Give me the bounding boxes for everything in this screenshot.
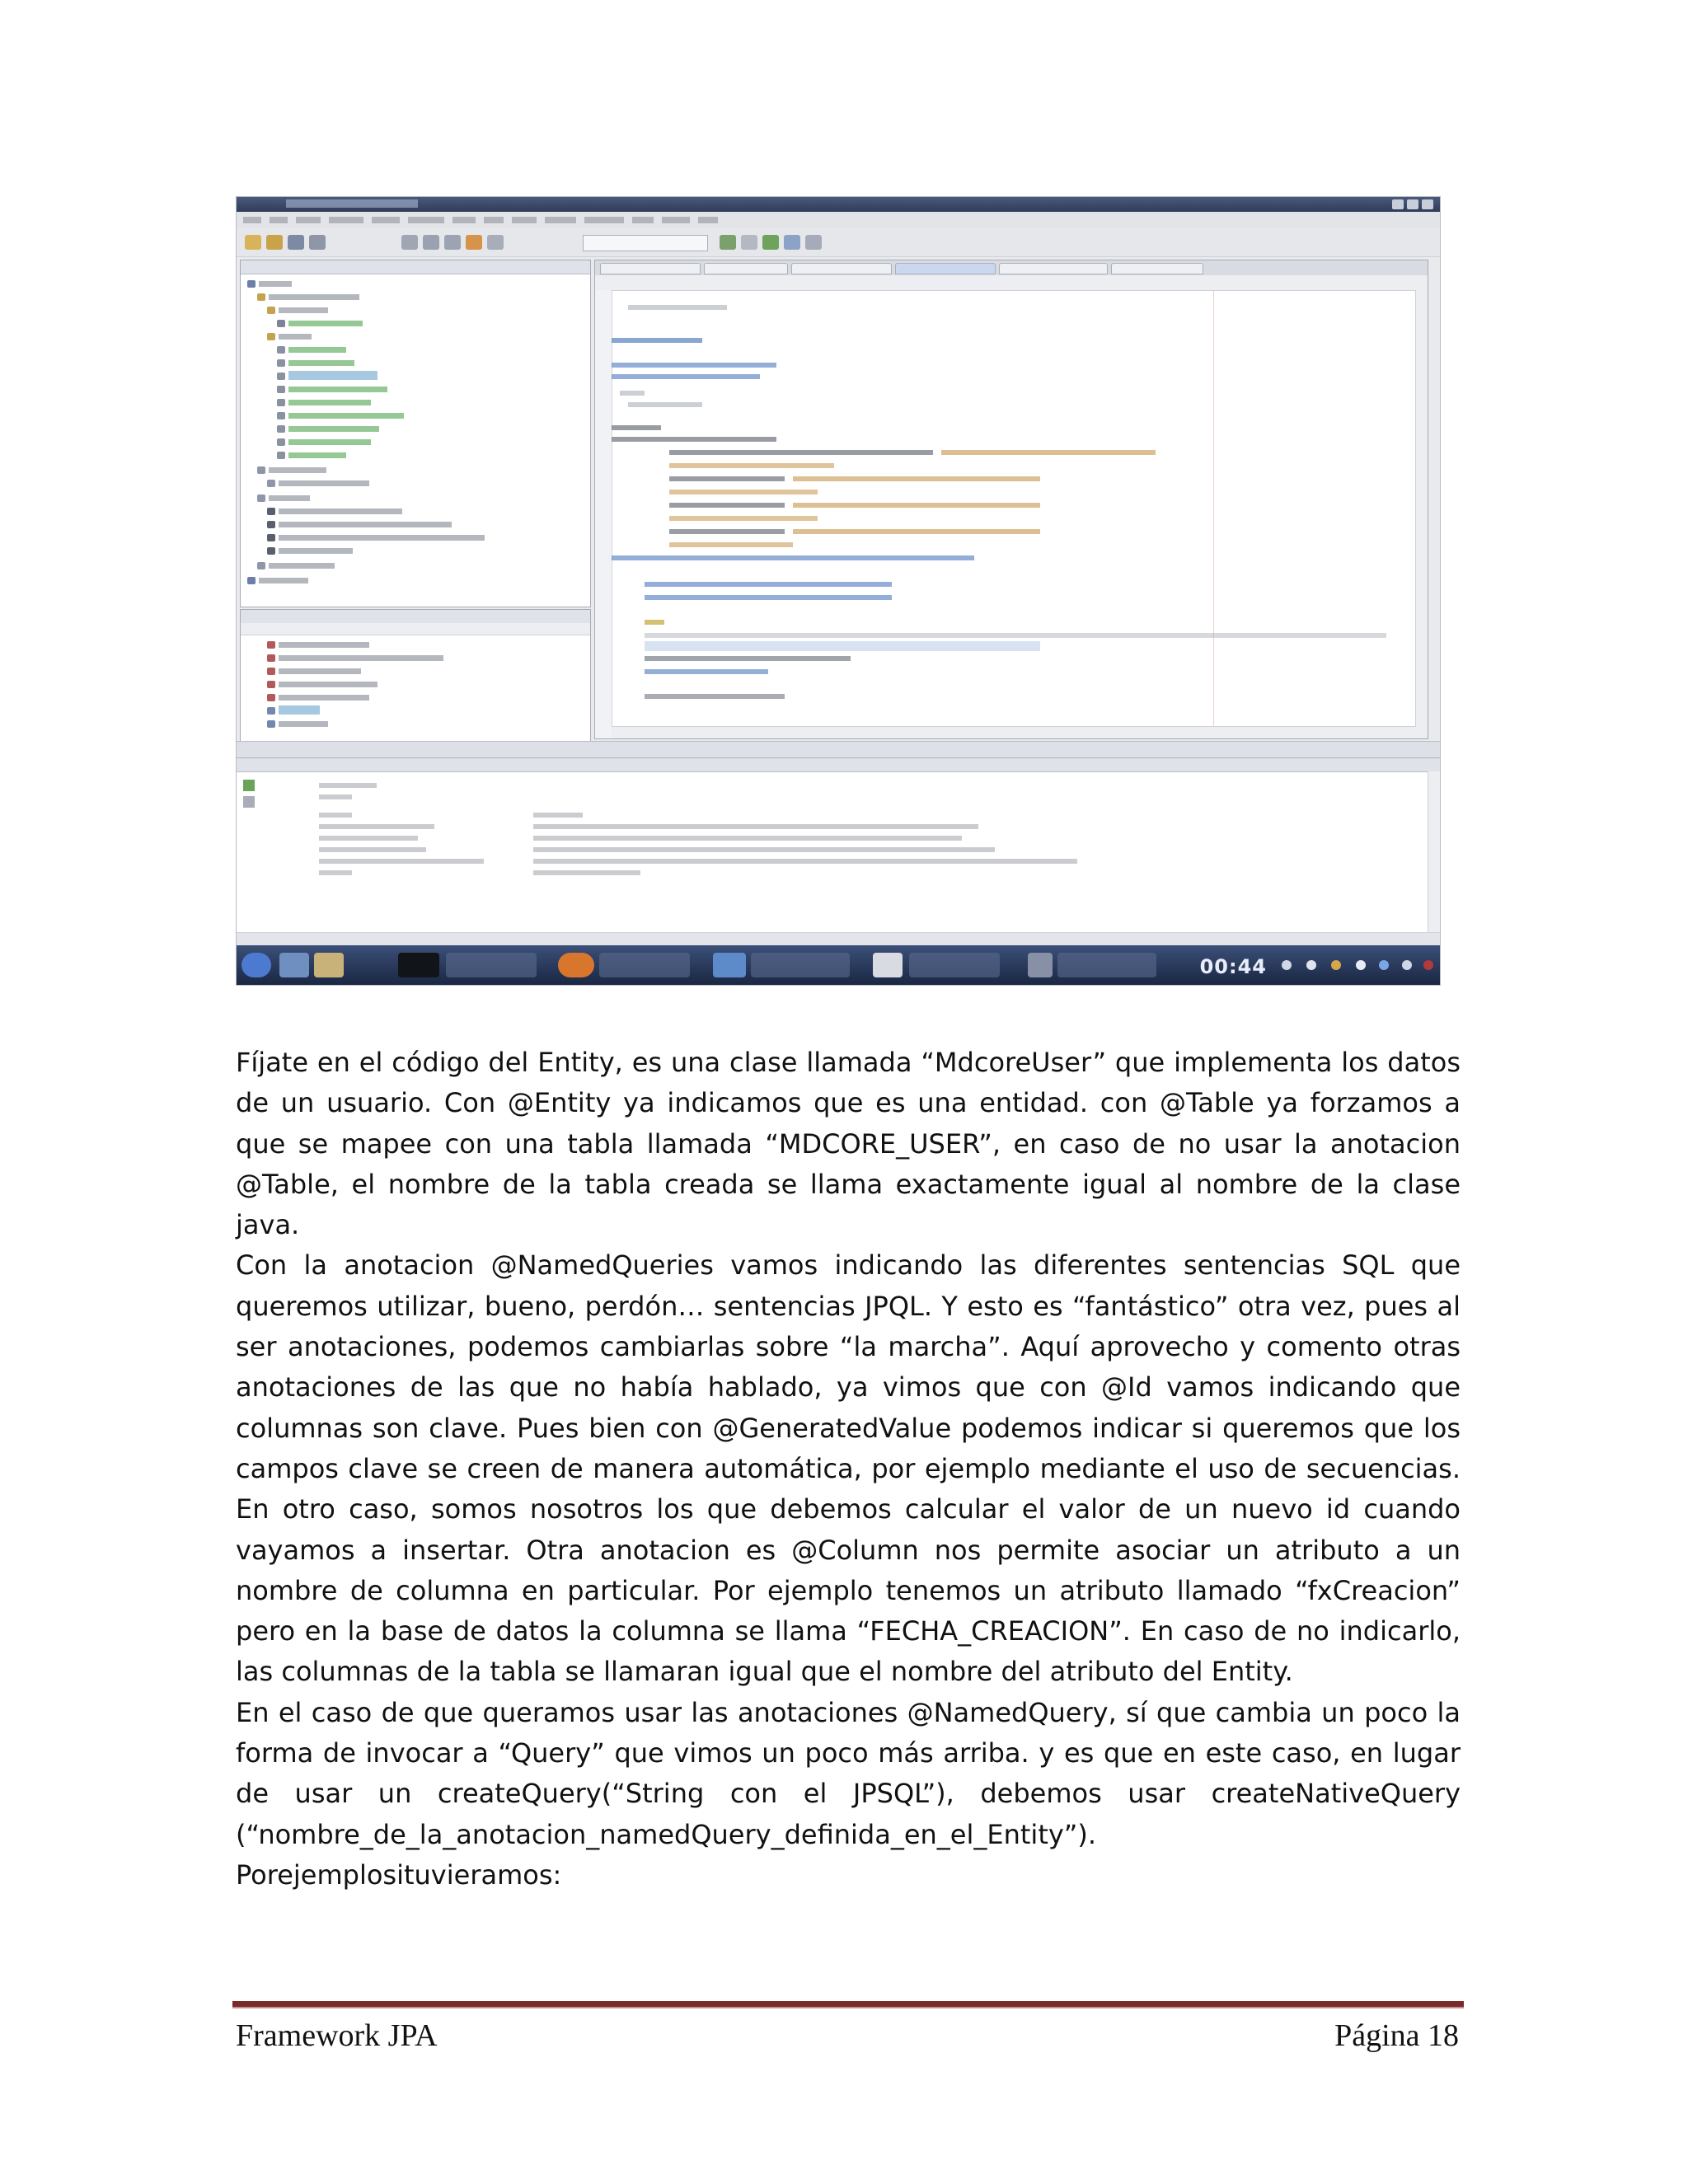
run-icon: [762, 235, 779, 250]
save-icon: [288, 235, 304, 250]
window-title-placeholder: [286, 199, 418, 208]
editor-scrollbar: [1415, 290, 1428, 738]
config-select: [583, 235, 708, 251]
projects-panel: [240, 260, 591, 607]
battery-icon: [1356, 960, 1366, 970]
notification-icon: [1331, 960, 1341, 970]
paragraph-named-queries: Con la anotacion @NamedQueries vamos indicando las diferentes sentencias SQL que queremos utilizar, bueno, perdón… sentencias JPQL. Y esto es “fantástico” otra vez, pues al ser anotaciones, podemos cambiarlas sobre “la marcha”. Aquí aprovecho y comento otras anotaciones de las que no había hablado, ya vimos que con @Id vamos indicando que columnas son clave. Pues bien con @GeneratedValue podemos indicar si queremos que los campos clave se creen de manera automática, por ejemplo mediante el uso de secuencias. En otro caso, somos nosotros los que debemos calcular el valor de un nuevo id cuando vayamos a insertar. Otra anotacion es @Column nos permite asociar un atributo a un nombre de columna en particular. Por ejemplo tenemos un atributo llamado “fxCreacion” pero en la base de datos la columna se llama “FECHA_CREACION”. En caso de no indicarlo, las columnas de la tabla se llamaran igual que el nombre del atributo del Entity.: [236, 1249, 1461, 1688]
folder-icon: [314, 953, 344, 977]
editor-gutter: [595, 290, 612, 738]
firefox-icon: [558, 953, 594, 977]
ide-screenshot: [236, 196, 1441, 986]
output-panel-header: [237, 758, 1440, 772]
paragraph-example-intro: Porejemplosituvieramos:: [236, 1858, 562, 1891]
copy-icon: [423, 235, 439, 250]
save-all-icon: [309, 235, 326, 250]
close-icon: [1422, 199, 1433, 209]
paragraph-named-query-usage: En el caso de que queramos usar las anotaciones @NamedQuery, sí que cambia un poco la forma de invocar a “Query” que vimos un poco más arriba. y es que en este caso, en lugar de usar un createQuery(“String con el JPSQL”), debemos usar createNativeQuery (“nombre_de_la_anotacion_namedQuery_definida_en_el_Entity”).: [236, 1696, 1461, 1850]
clean-build-icon: [741, 235, 757, 250]
editor-toolbar: [595, 275, 1428, 291]
cut-icon: [401, 235, 418, 250]
debug-icon: [784, 235, 800, 250]
power-icon: [1402, 960, 1412, 970]
footer-page-number: Página 18: [1334, 2018, 1459, 2053]
output-panel: [237, 757, 1440, 946]
redo-icon: [487, 235, 504, 250]
undo-icon: [466, 235, 482, 250]
code-editor: [594, 260, 1428, 739]
network-icon: [1282, 960, 1292, 970]
document-app-icon: [873, 953, 903, 977]
ide-toolbar: [237, 228, 1440, 257]
editor-tabs: [595, 260, 1428, 276]
minimize-icon: [1392, 199, 1404, 209]
paragraph-entity-code: Fíjate en el código del Entity, es una clase llamada “MdcoreUser” que implementa los datos de un usuario. Con @Entity ya indicamos que es una entidad. con @Table ya forzamos a que se mapee con una tabla llamada “MDCORE_USER”, en caso de no usar la anotacion @Table, el nombre de la tabla creada se llama exactamente igual al nombre de la clase java.: [236, 1047, 1461, 1241]
os-taskbar: [237, 945, 1440, 985]
maximize-icon: [1407, 199, 1418, 209]
ide-app-icon: [713, 953, 746, 977]
projects-panel-header: [241, 260, 590, 274]
navigator-panel-header: [241, 610, 590, 624]
navigator-panel: [240, 609, 591, 744]
file-manager-icon: [279, 953, 309, 977]
profile-icon: [805, 235, 822, 250]
ide-titlebar: [237, 197, 1440, 212]
terminal-icon: [398, 953, 439, 977]
paste-icon: [444, 235, 461, 250]
build-icon: [720, 235, 736, 250]
bluetooth-icon: [1379, 960, 1389, 970]
body-text: [236, 1043, 1461, 1896]
volume-icon: [1306, 960, 1316, 970]
start-menu-icon: [241, 953, 271, 977]
footer-document-title: Framework JPA: [236, 2018, 438, 2053]
app-icon: [1028, 953, 1053, 977]
open-icon: [266, 235, 283, 250]
logout-icon: [1423, 960, 1433, 970]
new-project-icon: [245, 235, 261, 250]
taskbar-clock: 00:44: [1199, 955, 1267, 978]
footer-rule: [232, 2001, 1464, 2008]
ide-menubar: [237, 212, 1440, 229]
